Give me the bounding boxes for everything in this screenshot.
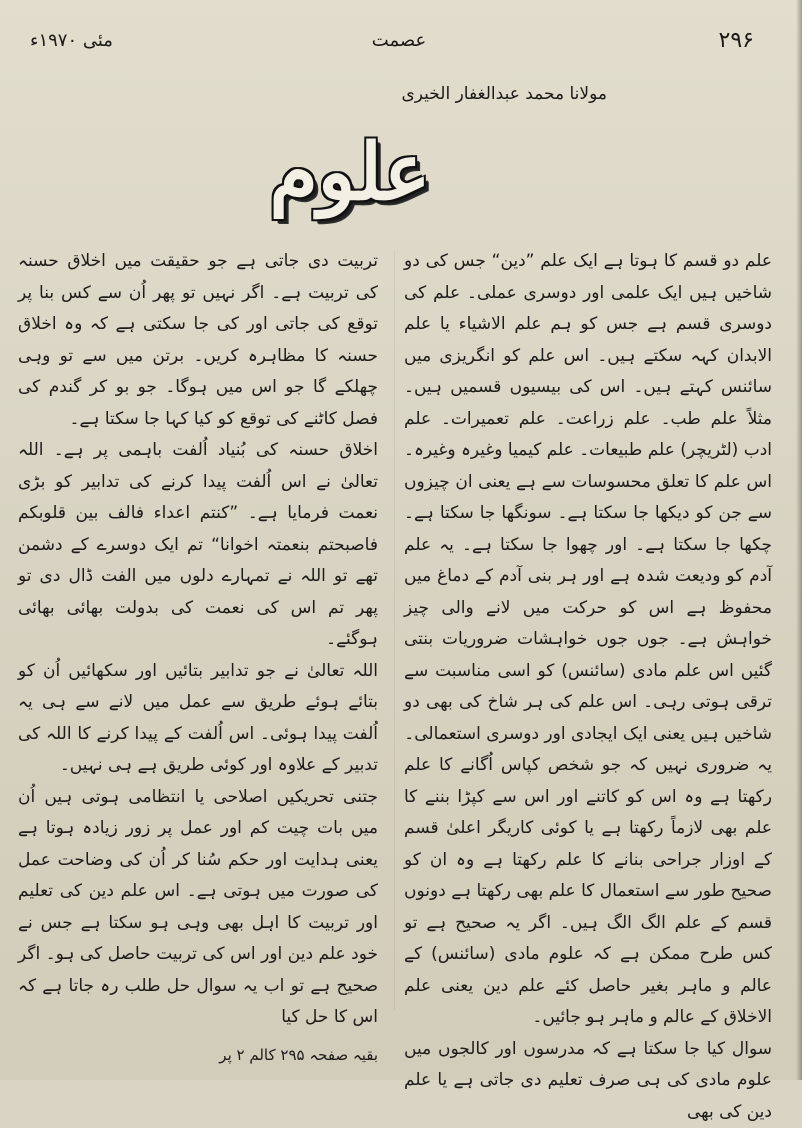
- right-column: [404, 246, 772, 1128]
- page-edge-shadow: [796, 0, 802, 1080]
- page-number: ۲۹۶: [719, 28, 754, 53]
- column-divider: [394, 250, 395, 1010]
- paragraph: یہ ضروری نہیں کہ جو شخص کپاس اُگانے کا علم رکھتا ہے وہ اس کو کاتنے اور اس سے کپڑا بننے کا علم بھی لازماً رکھتا ہے یا کوئی کاریگر اعلیٰ قسم کے اوزار جراحی بنانے کا علم رکھتا ہے وہ ان کو صحیح طور سے استعمال کا علم بھی رکھتا ہے دونوں قسم کے علم الگ الگ ہیں۔ اگر یہ صحیح ہے تو کس طرح ممکن ہے کہ علوم مادی (سائنس) کے عالم و ماہر بغیر حاصل کئے علم دین یعنی علم الاخلاق کے عالم و ماہر ہو جائیں۔: [404, 750, 772, 1034]
- article-title: علوم: [240, 118, 460, 228]
- continuation-note: بقیہ صفحہ ۲۹۵ کالم ۲ پر: [18, 1040, 378, 1072]
- paragraph: سوال کیا جا سکتا ہے کہ مدرسوں اور کالجوں میں علوم مادی کی ہی صرف تعلیم دی جاتی ہے یا علم دین کی بھی: [404, 1034, 772, 1128]
- magazine-name: عصمت: [16, 30, 782, 51]
- article-author: مولانا محمد عبدالغفار الخیری: [401, 84, 607, 104]
- page-header: [16, 28, 782, 62]
- paragraph: جتنی تحریکیں اصلاحی یا انتظامی ہوتی ہیں اُن میں بات چیت کم اور عمل پر زور زیادہ ہوتا ہے یعنی ہدایت اور حکم سُنا کر اُن کی وضاحت عمل کی صورت میں ہوتی ہے۔ اس علم دین کی تعلیم اور تربیت کا اہل بھی وہی ہو سکتا ہے جس نے خود علم دین اور اس کی تربیت حاصل کی ہو۔ اگر صحیح ہے تو اب یہ سوال حل طلب رہ جاتا ہے کہ اس کا حل کیا: [18, 782, 378, 1034]
- paragraph: علم دو قسم کا ہوتا ہے ایک علم ”دین“ جس کی دو شاخیں ہیں ایک علمی اور دوسری عملی۔ علم کی دوسری قسم ہے جس کو ہم علم الاشیاء یا علم الابدان کہہ سکتے ہیں۔ اس علم کو انگریزی میں سائنس کہتے ہیں۔ اس کی بیسیوں قسمیں ہیں۔ مثلاً علم طب۔ علم زراعت۔ علم تعمیرات۔ علم ادب (لٹریچر) علم طبیعات۔ علم کیمیا وغیرہ وغیرہ۔ اس علم کا تعلق محسوسات سے ہے یعنی ان چیزوں سے جن کو دیکھا جا سکتا ہے۔ سونگھا جا سکتا ہے۔ چکھا جا سکتا ہے۔ اور چھوا جا سکتا ہے۔ یہ علم آدم کو ودیعت شدہ ہے اور ہر بنی آدم کے دماغ میں محفوظ ہے اس کو حرکت میں لانے والی چیز خواہش ہے۔ جوں جوں خواہشات ضروریات بنتی گئیں اس علم مادی (سائنس) کو اسی مناسبت سے ترقی ہوتی رہی۔ اس علم کی ہر شاخ کی بھی دو شاخیں ہیں یعنی ایک ایجادی اور دوسری استعمالی۔: [404, 246, 772, 750]
- paragraph: اخلاق حسنہ کی بُنیاد اُلفت باہمی پر ہے۔ اللہ تعالیٰ نے اس اُلفت پیدا کرنے کی تدابیر کو بڑی نعمت فرمایا ہے۔ ”کنتم اعداء فالف بین قلوبکم فاصبحتم بنعمتہ اخوانا“ تم ایک دوسرے کے دشمن تھے تو اللہ نے تمہارے دلوں میں الفت ڈال دی تو پھر تم اس کی نعمت کی بدولت بھائی بھائی ہوگئے۔: [18, 435, 378, 656]
- left-column: [18, 246, 378, 1071]
- paragraph: تربیت دی جاتی ہے جو حقیقت میں اخلاق حسنہ کی تربیت ہے۔ اگر نہیں تو پھر اُن سے کس بنا پر توقع کی جاتی اور کی جا سکتی ہے کہ وہ اخلاق حسنہ کا مظاہرہ کریں۔ برتن میں سے تو وہی چھلکے گا جو اس میں ہوگا۔ جو بو کر گندم کی فصل کاٹنے کی توقع کو کیا کہا جا سکتا ہے۔: [18, 246, 378, 435]
- paragraph: اللہ تعالیٰ نے جو تدابیر بتائیں اور سکھائیں اُن کو بتائے ہوئے طریق سے عمل میں لانے سے ہی یہ اُلفت پیدا ہوئی۔ اس اُلفت کے پیدا کرنے کا اللہ کی تدبیر کے علاوہ اور کوئی طریق ہے ہی نہیں۔: [18, 656, 378, 782]
- issue-date: مئی ۱۹۷۰ء: [30, 30, 113, 51]
